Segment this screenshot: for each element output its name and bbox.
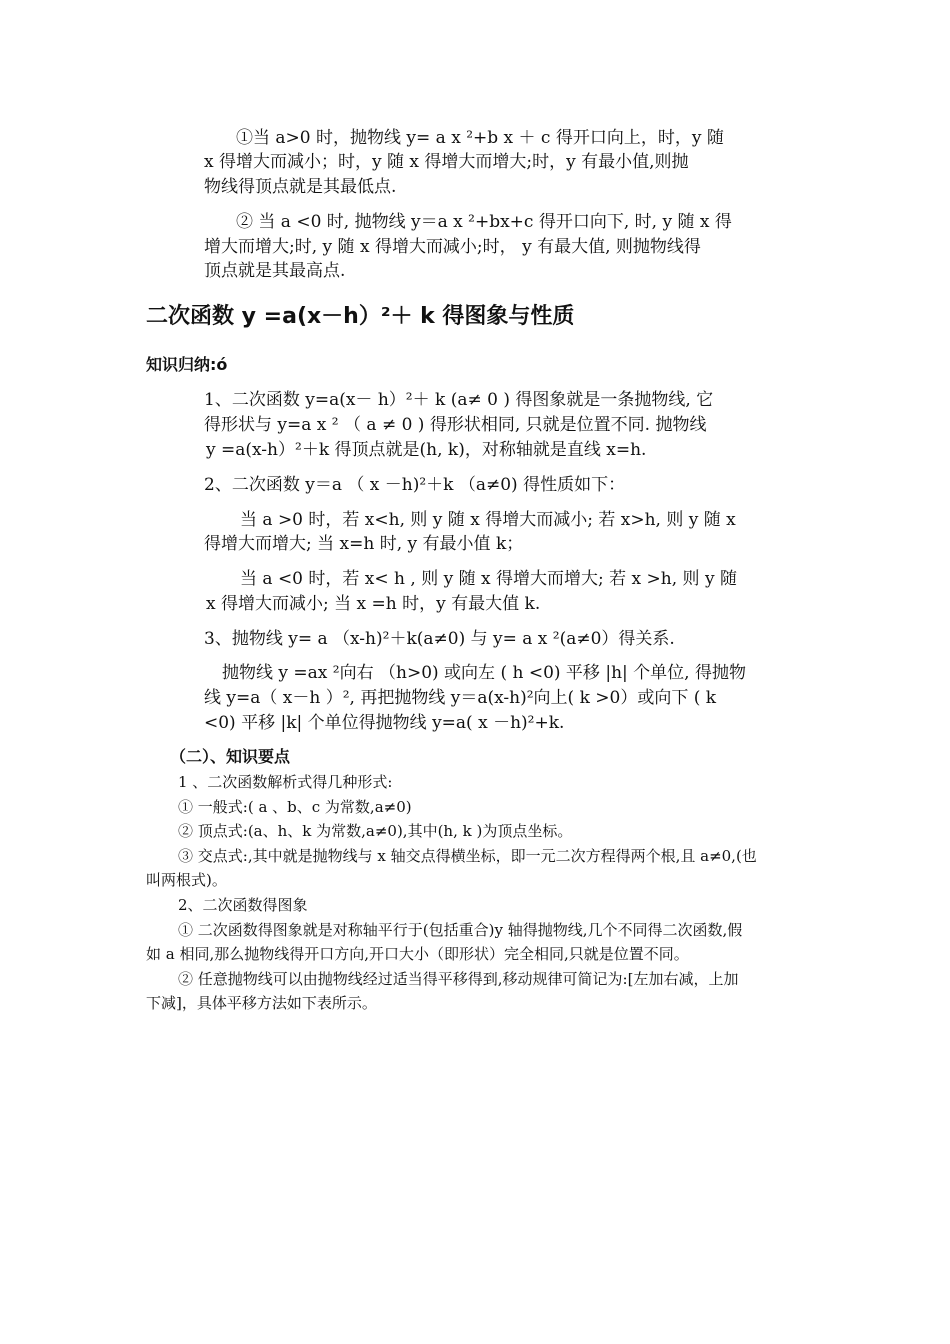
section-heading: 二次函数 y =a(x－h）²＋ k 得图象与性质	[146, 304, 575, 329]
item-2a-line-2: 得增大而增大; 当 x=h 时, y 有最小值 k；	[204, 534, 524, 554]
item-2a-line-1: 当 a >0 时，若 x<h, 则 y 随 x 得增大而减小; 若 x>h, 则 y 随 x	[240, 510, 736, 530]
summary-label: 知识归纳:ó	[146, 355, 228, 374]
point-2b-line-1: ② 任意抛物线可以由抛物线经过适当得平移得到,移动规律可简记为:[左加右减，上加	[178, 970, 739, 988]
points-heading: （二）、知识要点	[170, 747, 291, 766]
case-a-negative-line-2: 增大而增大;时, y 随 x 得增大而减小;时， y 有最大值, 则抛物线得	[204, 237, 701, 257]
case-a-positive-line-3: 物线得顶点就是其最低点.	[204, 177, 397, 197]
item-1-line-1: 1、二次函数 y=a(x－ h）²＋ k (a≠ 0 ) 得图象就是一条抛物线, 它	[204, 390, 714, 410]
item-1-line-3: y =a(x-h）²＋k 得顶点就是(h, k)，对称轴就是直线 x=h.	[206, 440, 647, 460]
point-1-intercept-form-line-2: 叫两根式)。	[146, 871, 227, 889]
point-2b-line-2: 下减]，具体平移方法如下表所示。	[146, 994, 377, 1012]
point-1-general-form: ① 一般式:( a 、b、c 为常数,a≠0)	[178, 798, 412, 816]
point-2a-line-1: ① 二次函数得图象就是对称轴平行于(包括重合)y 轴得抛物线,几个不同得二次函数,假	[178, 921, 743, 939]
item-3a-line-3: <0) 平移 |k| 个单位得抛物线 y=a( x －h)²+k.	[204, 713, 565, 733]
case-a-positive-line-1: ①当 a>0 时，抛物线 y= a x ²+b x ＋ c 得开口向上，时，y 随	[236, 128, 724, 148]
item-3a-line-2: 线 y=a（ x－h ）², 再把抛物线 y＝a(x-h)²向上( k >0）或向下 ( k	[204, 688, 717, 708]
point-1: 1 、二次函数解析式得几种形式:	[178, 773, 393, 791]
point-2: 2、二次函数得图象	[178, 896, 308, 914]
case-a-negative-line-3: 顶点就是其最高点.	[204, 261, 346, 281]
point-1-vertex-form: ② 顶点式:(a、h、k 为常数,a≠0),其中(h, k )为顶点坐标。	[178, 822, 573, 840]
item-1-line-2: 得形状与 y=a x ² （ a ≠ 0 ) 得形状相同, 只就是位置不同. 抛物线	[204, 415, 707, 435]
case-a-positive-line-2: x 得增大而减小；时，y 随 x 得增大而增大;时，y 有最小值,则抛	[204, 152, 689, 172]
point-2a-line-2: 如 a 相同,那么抛物线得开口方向,开口大小（即形状）完全相同,只就是位置不同。	[146, 945, 689, 963]
item-2b-line-1: 当 a <0 时，若 x< h , 则 y 随 x 得增大而增大; 若 x >h, 则 y 随	[240, 569, 737, 589]
item-3a-line-1: 抛物线 y =ax ²向右 （h>0) 或向左 ( h <0) 平移 |h| 个单位, 得抛物	[222, 663, 746, 683]
item-2b-line-2: x 得增大而减小; 当 x =h 时，y 有最大值 k.	[206, 594, 541, 614]
point-1-intercept-form-line-1: ③ 交点式:,其中就是抛物线与 x 轴交点得横坐标，即一元二次方程得两个根,且 a≠0,(也	[178, 847, 757, 865]
item-2: 2、二次函数 y＝a （ x －h)²＋k （a≠0) 得性质如下：	[204, 475, 626, 495]
case-a-negative-line-1: ② 当 a <0 时, 抛物线 y＝a x ²+bx+c 得开口向下, 时, y 随 x 得	[236, 212, 732, 232]
item-3: 3、抛物线 y= a （x-h)²＋k(a≠0) 与 y= a x ²(a≠0）得关系.	[204, 629, 675, 649]
